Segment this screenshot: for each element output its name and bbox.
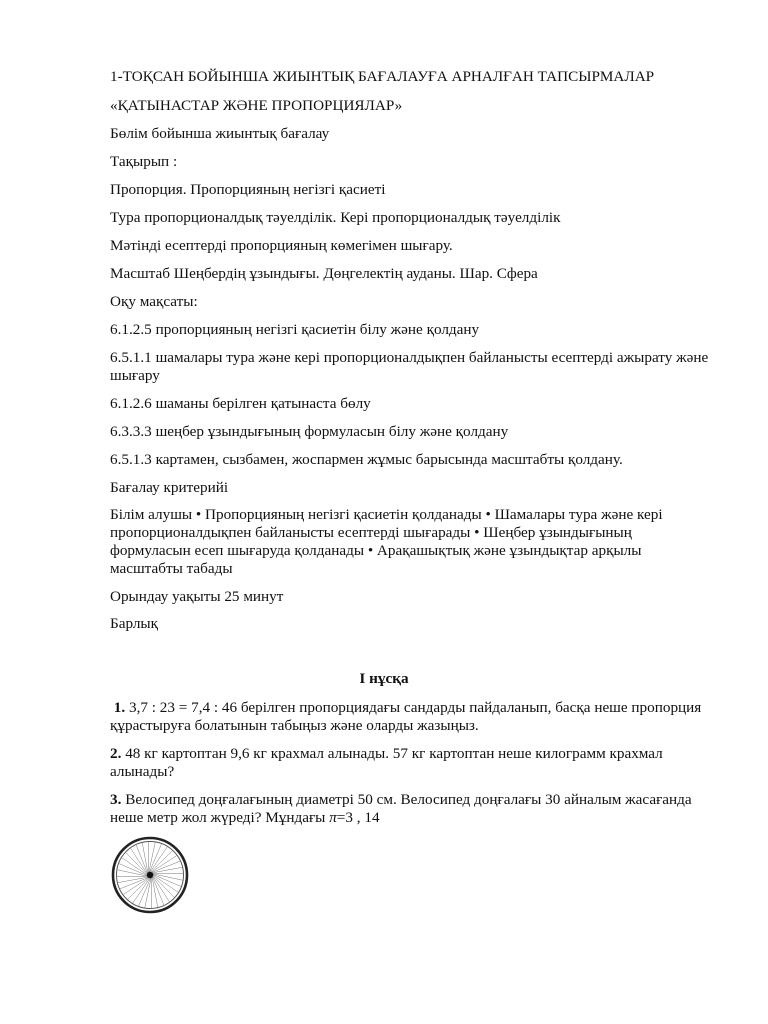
variant-title: І нұсқа [359, 670, 409, 687]
criteria-label: Бағалау критерийі [110, 479, 229, 496]
topic-item: Мәтінді есептерді пропорцияның көмегімен шығару. [110, 237, 453, 254]
task-2-number: 2. [110, 745, 122, 762]
document-title: 1-ТОҚСАН БОЙЫНША ЖИЫНТЫҚ БАҒАЛАУҒА АРНАЛҒАН ТАПСЫРМАЛАР [110, 68, 655, 85]
wheel-spoke [149, 842, 155, 872]
objective-item: 6.1.2.5 пропорцияның негізгі қасиетін білу және қолдану [110, 321, 480, 338]
time-text: Орындау уақыты 25 минут [110, 588, 284, 605]
wheel-hub [147, 872, 153, 878]
task-1-text: 3,7 : 23 = 7,4 : 46 берілген пропорциядағы сандарды пайдаланып, басқа неше пропорция құрастыруға болатынын табыңыз және оларды жазыңыз. [110, 699, 702, 734]
task-3 [110, 791, 720, 827]
task-2 [110, 745, 720, 781]
section-label: Бөлім бойынша жиынтық бағалау [110, 125, 330, 142]
criteria-text: Білім алушы • Пропорцияның негізгі қасиетін қолданады • Шамалары тура және кері пропорционалдықпен байланысты есептерді шығарады • Шеңбер ұзындығының формуласын есеп шығаруда қолданады • Арақашықтық және ұзындықтар арқылы масштабты табады [110, 506, 663, 577]
task-1 [110, 699, 720, 735]
wheel-spoke [145, 878, 151, 908]
wheel-spoke [152, 877, 158, 907]
wheel-spoke [153, 874, 183, 880]
task-2-text: 48 кг картоптан 9,6 кг крахмал алынады. 57 кг картоптан неше килограмм крахмал алынады? [110, 745, 663, 780]
topic-item: Пропорция. Пропорцияның негізгі қасиеті [110, 181, 386, 198]
wheel-spoke [142, 843, 148, 873]
topic-item: Масштаб Шеңбердің ұзындығы. Дөңгелектің ауданы. Шар. Сфера [110, 265, 538, 282]
pi-symbol: π [329, 809, 337, 826]
topic-item: Тура пропорционалдық тәуелділік. Кері пропорционалдық тәуелділік [110, 209, 561, 226]
wheel-spoke [152, 867, 182, 873]
wheel-spoke [118, 877, 148, 883]
objective-item: 6.5.1.1 шамалары тура және кері пропорционалдықпен байланысты есептерді ажырату және шығару [110, 349, 709, 384]
objective-item: 6.3.3.3 шеңбер ұзындығының формуласын білу және қолдану [110, 423, 509, 440]
task-3-text: Велосипед доңғалағының диаметрі 50 см. Велосипед доңғалағы 30 айналым жасағанда неше метр жол жүреді? Мұндағы [110, 791, 692, 826]
document-subtitle: «ҚАТЫНАСТАР ЖӘНЕ ПРОПОРЦИЯЛАР» [110, 97, 403, 114]
pi-value: =3 , 14 [336, 809, 380, 826]
objective-item: 6.5.1.3 картамен, сызбамен, жоспармен жұмыс барысында масштабты қолдану. [110, 451, 623, 468]
wheel-spoke [117, 870, 147, 876]
objectives-label: Оқу мақсаты: [110, 293, 198, 310]
bicycle-wheel-image [111, 836, 189, 914]
total-text: Барлық [110, 615, 159, 632]
task-1-number: 1. [113, 699, 126, 716]
objective-item: 6.1.2.6 шаманы берілген қатынаста бөлу [110, 395, 371, 412]
topic-label: Тақырып : [110, 153, 178, 170]
task-3-number: 3. [110, 791, 122, 808]
